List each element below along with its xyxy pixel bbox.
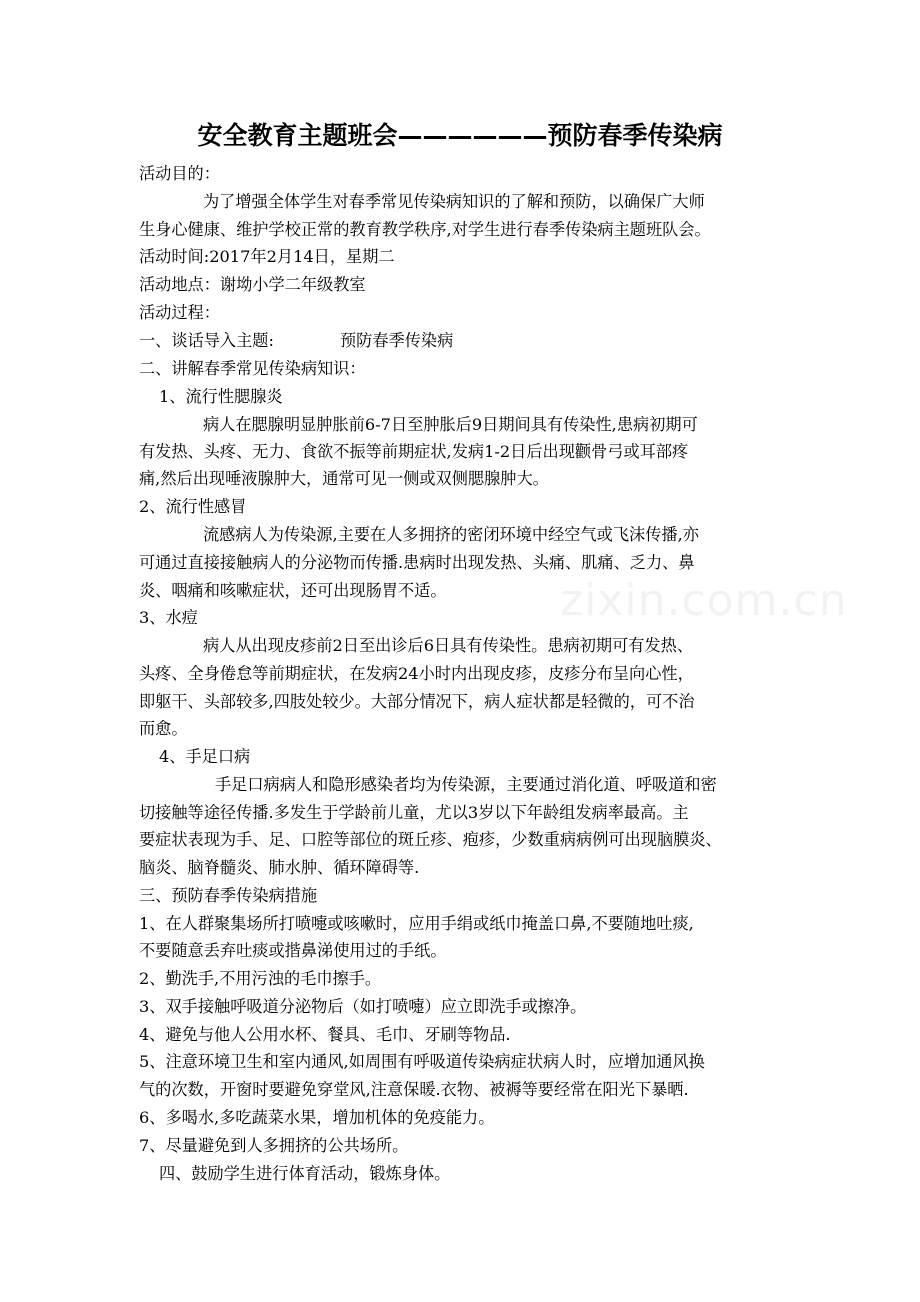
- activity-place: 活动地点：谢坳小学二年级教室: [139, 275, 366, 294]
- activity-time: 活动时间:2017年2月14日，星期二: [139, 247, 395, 266]
- measure-line: 3、双手接触呼吸道分泌物后（如打喷嚏）应立即洗手或擦净。: [139, 997, 587, 1016]
- disease-4-line: 脑炎、脑脊髓炎、肺水肿、循环障碍等.: [139, 858, 420, 877]
- section-1: [139, 327, 453, 355]
- disease-1-line: 病人在腮腺明显肿胀前6-7日至肿胀后9日期间具有传染性,患病初期可: [203, 415, 698, 434]
- measure-line: 1、在人群聚集场所打喷嚏或咳嗽时，应用手绢或纸巾掩盖口鼻,不要随地吐痰,: [139, 914, 694, 933]
- disease-4-line: 手足口病病人和隐形感染者均为传染源，主要通过消化道、呼吸道和密: [215, 775, 717, 794]
- measure-line: 2、勤洗手,不用污浊的毛巾擦手。: [139, 969, 382, 988]
- disease-4-line: 要症状表现为手、足、口腔等部位的斑丘疹、疱疹，少数重病病例可出现脑膜炎、: [139, 830, 722, 849]
- measure-line: 不要随意丢弃吐痰或揩鼻涕使用过的手纸。: [139, 941, 447, 960]
- purpose-line: 为了增强全体学生对春季常见传染病知识的了解和预防，以确保广大师: [203, 192, 705, 211]
- process-label: 活动过程：: [139, 303, 220, 322]
- disease-2-heading: 2、流行性感冒: [139, 497, 247, 516]
- disease-1-heading: 1、流行性腮腺炎: [159, 387, 283, 406]
- disease-1-line: 痛,然后出现唾液腺肿大，通常可见一侧或双侧腮腺肿大。: [139, 469, 549, 488]
- disease-1-line: 有发热、头疼、无力、食欲不振等前期症状,发病1-2日后出现颧骨弓或耳部疼: [139, 442, 689, 461]
- purpose-label: 活动目的：: [139, 164, 220, 183]
- disease-3-line: 病人从出现皮疹前2日至出诊后6日具有传染性。患病初期可有发热、: [203, 636, 694, 655]
- disease-4-heading: 4、手足口病: [159, 747, 251, 766]
- purpose-line: 生身心健康、维护学校正常的教育教学秩序,对学生进行春季传染病主题班队会。: [139, 220, 711, 239]
- measure-line: 5、注意环境卫生和室内通风,如周围有呼吸道传染病症状病人时，应增加通风换: [139, 1052, 705, 1071]
- section-3-heading: 三、预防春季传染病措施: [139, 886, 318, 905]
- section-1-topic: 预防春季传染病: [339, 331, 454, 350]
- measure-line: 气的次数，开窗时要避免穿堂风,注意保暖.衣物、被褥等要经常在阳光下暴晒.: [139, 1080, 689, 1099]
- section-1-label: 一、谈话导入主题:: [139, 331, 274, 350]
- disease-4-line: 切接触等途径传播.多发生于学龄前儿童，尤以3岁以下年龄组发病率最高。主: [139, 803, 689, 822]
- disease-2-line: 流感病人为传染源,主要在人多拥挤的密闭环境中经空气或飞沫传播,亦: [203, 525, 699, 544]
- disease-3-line: 即躯干、头部较多,四肢处较少。大部分情况下，病人症状都是轻微的，可不治: [139, 692, 695, 711]
- disease-2-line: 炎、咽痛和咳嗽症状，还可出现肠胃不适。: [139, 581, 447, 600]
- disease-3-line: 头疼、全身倦怠等前期症状，在发病24小时内出现皮疹，皮疹分布呈向心性，: [139, 664, 694, 683]
- watermark: zixin.com.cn: [560, 575, 848, 626]
- disease-2-line: 可通过直接接触病人的分泌物而传播.患病时出现发热、头痛、肌痛、乏力、鼻: [139, 553, 695, 572]
- disease-3-line: 而愈。: [139, 719, 188, 738]
- measure-line: 7、尽量避免到人多拥挤的公共场所。: [139, 1136, 409, 1155]
- measure-line: 4、避免与他人公用水杯、餐具、毛巾、牙刷等物品.: [139, 1025, 511, 1044]
- disease-3-heading: 3、水痘: [139, 608, 198, 627]
- section-4-heading: 四、鼓励学生进行体育活动，锻炼身体。: [159, 1164, 451, 1183]
- section-2-heading: 二、讲解春季常见传染病知识：: [139, 359, 366, 378]
- page-title: 安全教育主题班会——————预防春季传染病: [197, 121, 723, 150]
- measure-line: 6、多喝水,多吃蔬菜水果，增加机体的免疫能力。: [139, 1108, 495, 1127]
